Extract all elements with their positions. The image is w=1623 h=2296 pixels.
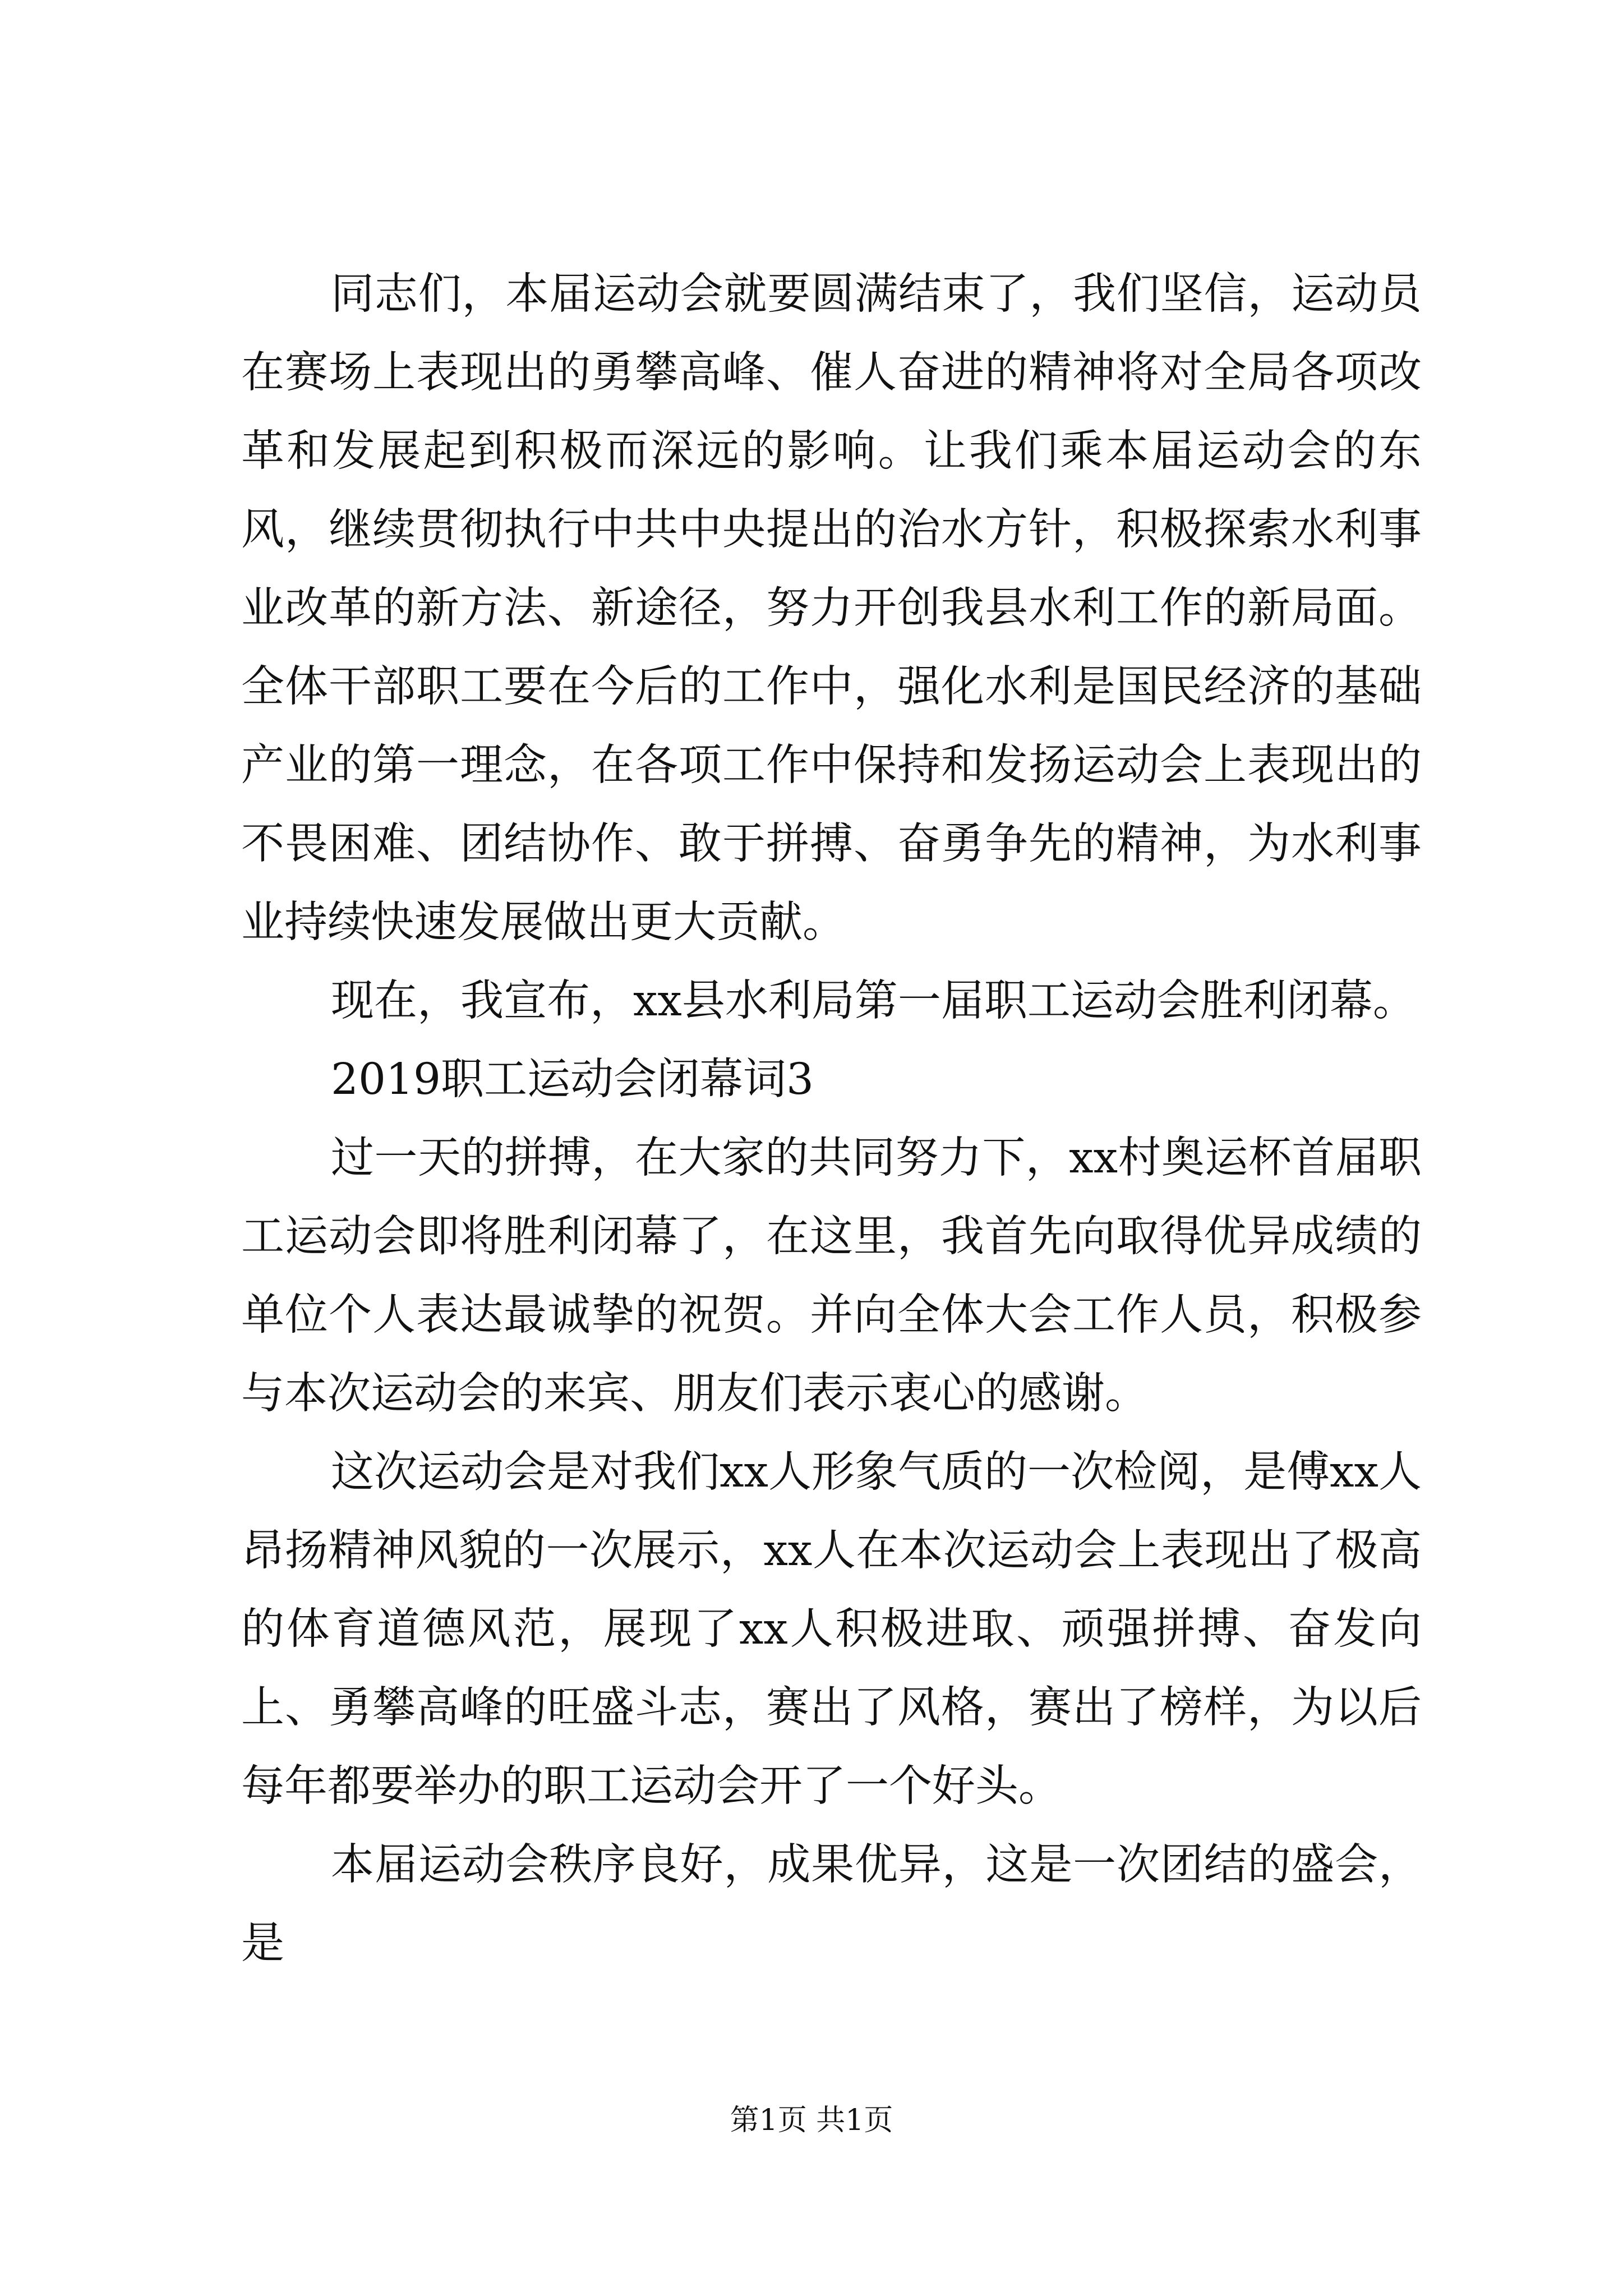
document-body — [241, 255, 1422, 1983]
paragraph-closing-declaration: 现在，我宣布，xx县水利局第一届职工运动会胜利闭幕。 — [331, 976, 1416, 1026]
page-footer: 第1页 共1页 — [730, 2104, 893, 2137]
section-heading: 2019职工运动会闭幕词3 — [331, 1055, 814, 1105]
paragraph-congratulations: 过一天的拼搏，在大家的共同努力下，xx村奥运杯首届职工运动会即将胜利闭幕了，在这里，我首先向取得优异成绩的单位个人表达最诚挚的祝贺。并向全体大会工作人员，积极参与本次运动会的来宾、朋友们表示衷心的感谢。 — [241, 1133, 1422, 1419]
paragraph-summary: 本届运动会秩序良好，成果优异，这是一次团结的盛会，是 — [241, 1840, 1422, 1968]
paragraph-review: 这次运动会是对我们xx人形象气质的一次检阅，是傅xx人昂扬精神风貌的一次展示，xx人在本次运动会上表现出了极高的体育道德风范，展现了xx人积极进取、顽强拼搏、奋发向上、勇攀高峰的旺盛斗志，赛出了风格，赛出了榜样，为以后每年都要举办的职工运动会开了一个好头。 — [241, 1447, 1422, 1811]
paragraph-closing-remarks: 同志们，本届运动会就要圆满结束了，我们坚信，运动员在赛场上表现出的勇攀高峰、催人奋进的精神将对全局各项改革和发展起到积极而深远的影响。让我们乘本届运动会的东风，继续贯彻执行中共中央提出的治水方针，积极探索水利事业改革的新方法、新途径，努力开创我县水利工作的新局面。全体干部职工要在今后的工作中，强化水利是国民经济的基础产业的第一理念，在各项工作中保持和发扬运动会上表现出的不畏困难、团结协作、敢于拼搏、奋勇争先的精神，为水利事业持续快速发展做出更大贡献。 — [241, 269, 1422, 947]
